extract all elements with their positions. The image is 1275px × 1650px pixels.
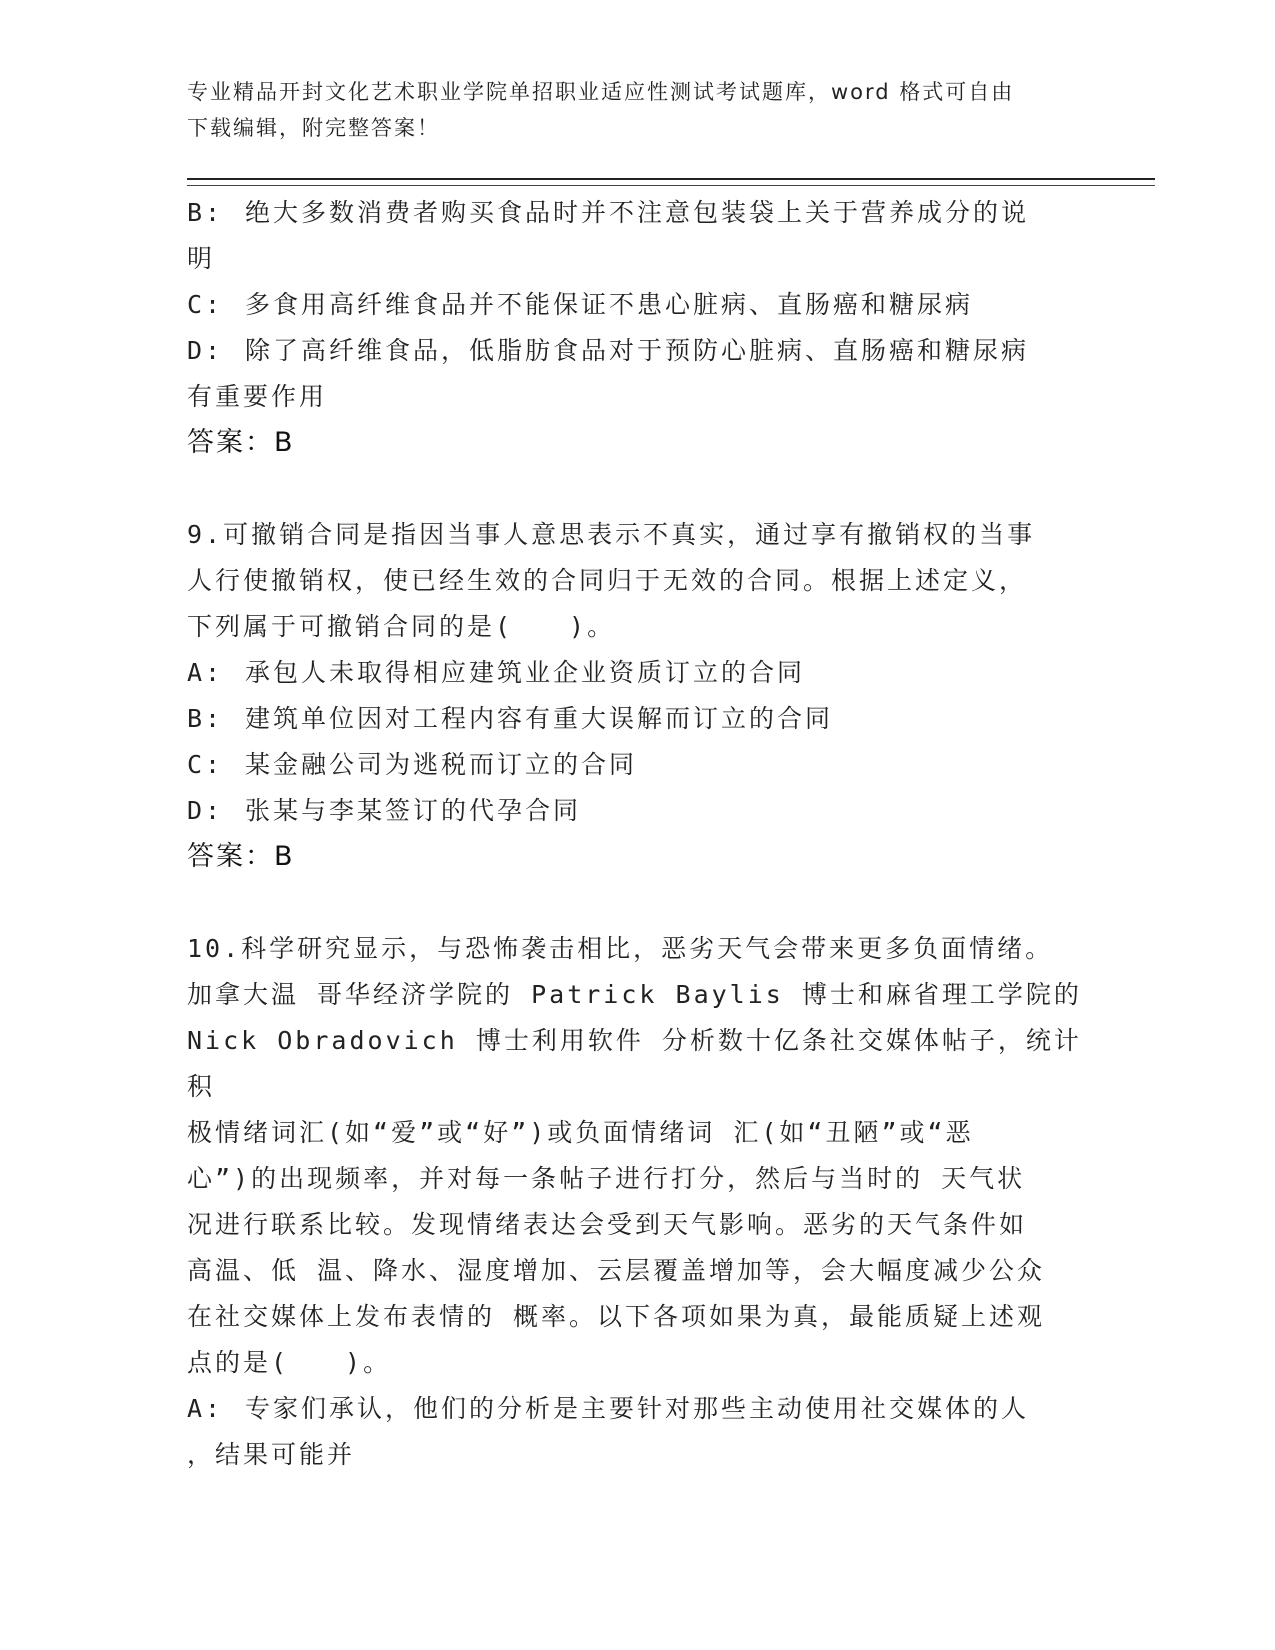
question-stem-line: 人行使撤销权，使已经生效的合同归于无效的合同。根据上述定义，	[187, 566, 1028, 595]
option-c	[187, 282, 1087, 328]
answer-line: 答案：B	[187, 427, 295, 458]
option-text-continued: 有重要作用	[187, 382, 328, 411]
option-c	[187, 742, 1087, 788]
answer-line: 答案：B	[187, 841, 295, 872]
option-text: 张某与李某签订的代孕合同	[245, 796, 582, 825]
question-stem-line: 9.可撤销合同是指因当事人意思表示不真实，通过享有撤销权的当事	[187, 520, 1036, 549]
option-d	[187, 328, 1087, 374]
option-a	[187, 1386, 1087, 1432]
option-key: D:	[187, 796, 224, 825]
spacer	[187, 880, 1087, 926]
header-line-1: 专业精品开封文化艺术职业学院单招职业适应性测试考试题库，word 格式可自由	[187, 80, 1015, 104]
option-text: 绝大多数消费者购买食品时并不注意包装袋上关于营养成分的说	[245, 198, 1030, 227]
question-stem-line: 加拿大温 哥华经济学院的 Patrick Baylis 博士和麻省理工学院的	[187, 980, 1082, 1009]
option-key: C:	[187, 750, 224, 779]
question-8	[187, 190, 1087, 466]
header-rule-thick	[187, 178, 1155, 180]
question-stem-line: 况进行联系比较。发现情绪表达会受到天气影响。恶劣的天气条件如	[187, 1210, 1028, 1239]
option-key: A:	[187, 1394, 224, 1423]
option-key: B:	[187, 198, 224, 227]
question-stem-line: 极情绪词汇(如“爱”或“好”)或负面情绪词 汇(如“丑陋”或“恶	[187, 1118, 974, 1147]
question-stem-line: 10.科学研究显示，与恐怖袭击相比，恶劣天气会带来更多负面情绪。	[187, 934, 1054, 963]
option-text: 除了高纤维食品，低脂肪食品对于预防心脏病、直肠癌和糖尿病	[245, 336, 1030, 365]
question-stem-line: 下列属于可撤销合同的是( )。	[187, 612, 616, 641]
question-stem-line: 点的是( )。	[187, 1348, 392, 1377]
option-text: 某金融公司为逃税而订立的合同	[245, 750, 638, 779]
question-stem-line: 高温、低 温、降水、湿度增加、云层覆盖增加等，会大幅度减少公众	[187, 1256, 1046, 1285]
option-d	[187, 788, 1087, 834]
question-9	[187, 512, 1087, 880]
option-text-continued: ，结果可能并	[187, 1440, 356, 1469]
option-key: C:	[187, 290, 224, 319]
question-10	[187, 926, 1087, 1478]
option-text: 专家们承认，他们的分析是主要针对那些主动使用社交媒体的人	[245, 1394, 1030, 1423]
option-key: B:	[187, 704, 224, 733]
document-body	[187, 190, 1087, 1478]
header-rule-thin	[187, 185, 1155, 186]
option-text: 多食用高纤维食品并不能保证不患心脏病、直肠癌和糖尿病	[245, 290, 974, 319]
option-a	[187, 650, 1087, 696]
option-text: 承包人未取得相应建筑业企业资质订立的合同	[245, 658, 806, 687]
option-key: A:	[187, 658, 224, 687]
question-stem-line: 心”)的出现频率，并对每一条帖子进行打分，然后与当时的 天气状	[187, 1164, 1026, 1193]
option-text-continued: 明	[187, 244, 216, 273]
option-text: 建筑单位因对工程内容有重大误解而订立的合同	[245, 704, 834, 733]
option-key: D:	[187, 336, 224, 365]
option-b	[187, 190, 1087, 236]
spacer	[187, 466, 1087, 512]
page-header	[187, 74, 1087, 146]
option-b	[187, 696, 1087, 742]
header-line-2: 下载编辑，附完整答案！	[187, 116, 440, 140]
question-stem-line: Nick Obradovich 博士利用软件 分析数十亿条社交媒体帖子，统计积	[187, 1026, 1082, 1101]
question-stem-line: 在社交媒体上发布表情的 概率。以下各项如果为真，最能质疑上述观	[187, 1302, 1046, 1331]
